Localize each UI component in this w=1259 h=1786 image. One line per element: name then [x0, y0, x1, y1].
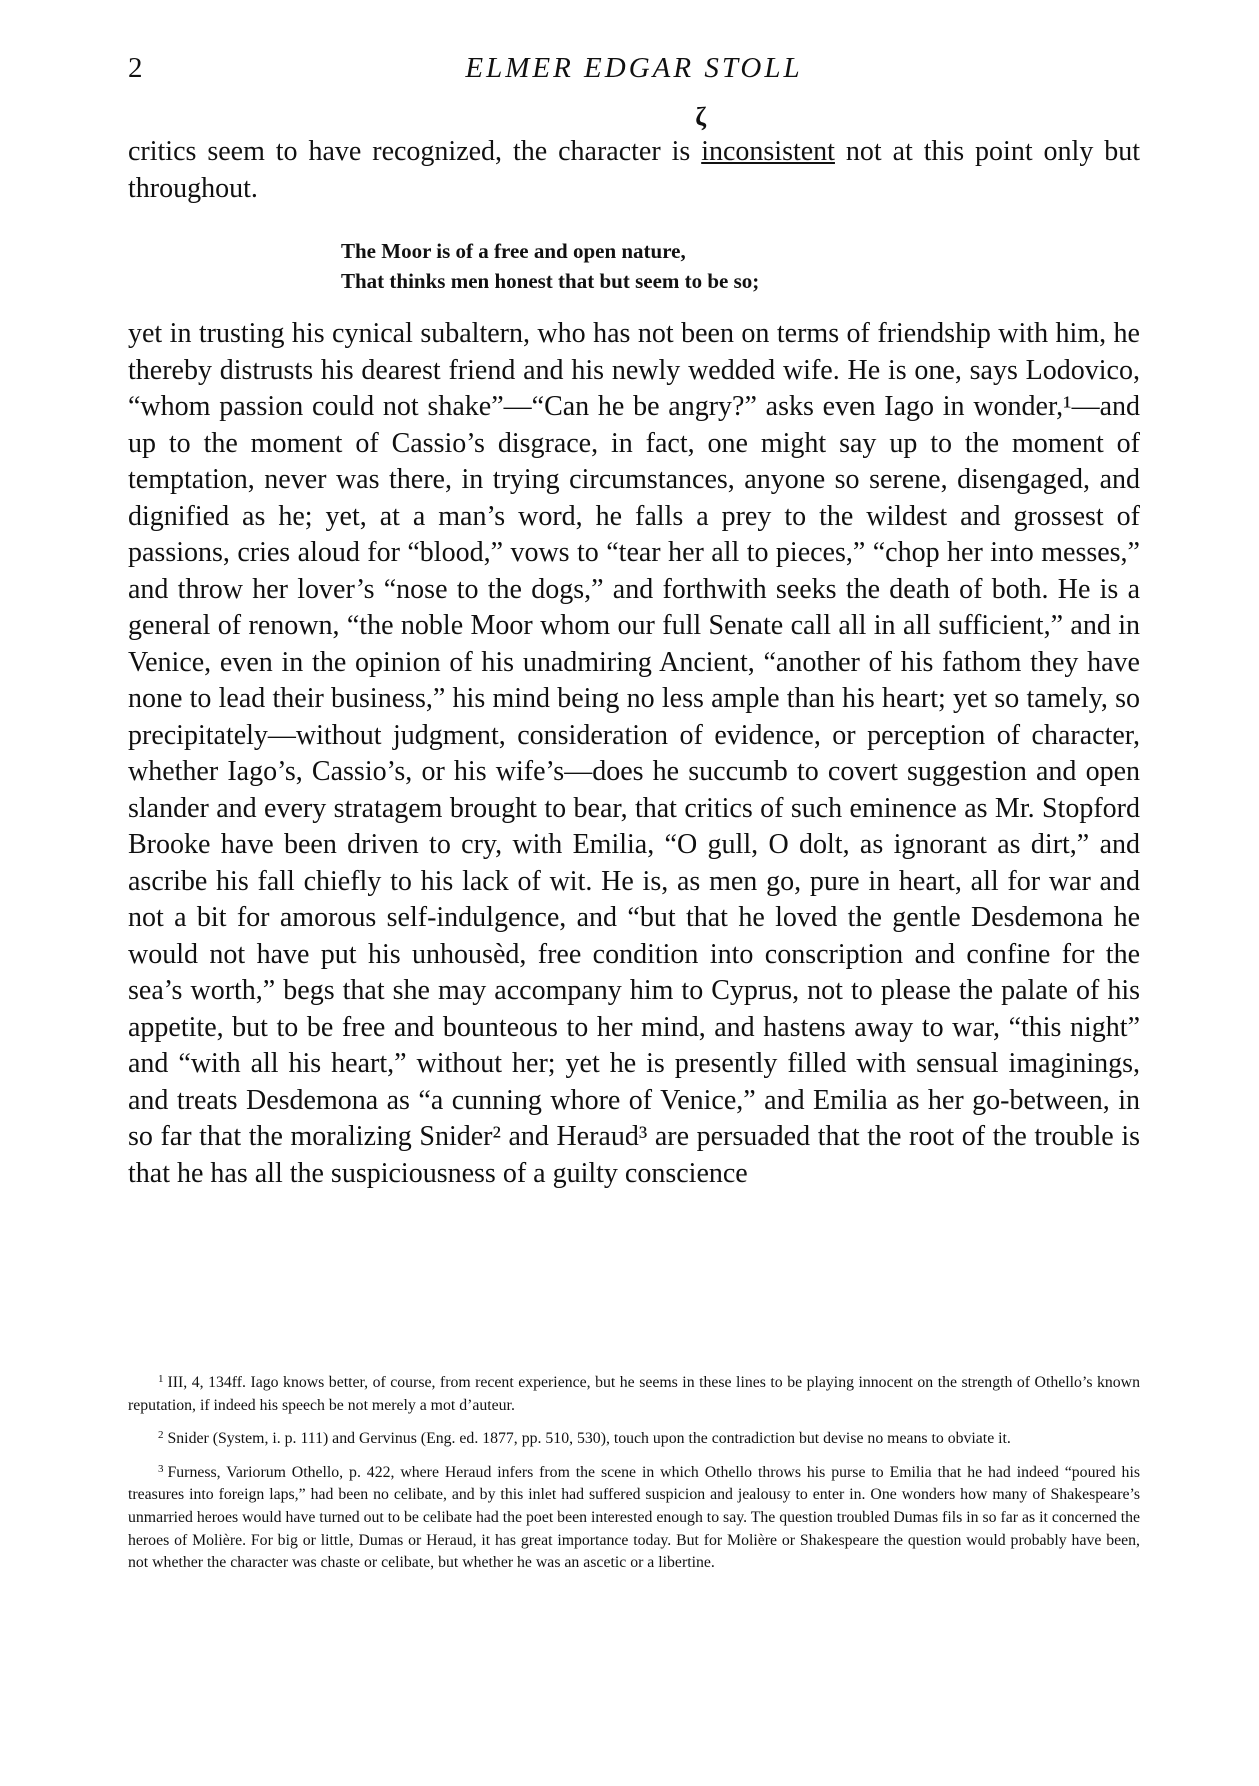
- verse-line: The Moor is of a free and open nature,: [341, 239, 686, 263]
- footnote-text: Furness, Variorum Othello, p. 422, where Heraud infers from the scene in which Othello throws his purse to Emilia that he had indeed “poured his treasures into foreign laps,” had been no celibate, and by this inlet had suffered suspicion and jealousy to enter in. One wonders how many of Shakespeare’s unmarried heroes would have turned out to be celibate had the poet been interested enough to say. The question troubled Dumas fils in so far as it concerned the heroes of Molière. For big or little, Dumas or Heraud, it has great importance today. But for Molière or Shakespeare the question would probably have been, not whether the character was chaste or celibate, but whether he was an ascetic or a libertine.: [128, 1463, 1140, 1572]
- footnote-mark: 3: [158, 1462, 164, 1475]
- running-head: [128, 52, 1140, 92]
- marked-word: inconsistent: [701, 136, 835, 167]
- opening-paragraph: [128, 102, 1141, 207]
- page-number: 2: [128, 52, 143, 84]
- opening-text-end: not at this point only but throughout.: [128, 136, 1141, 204]
- verse-quotation: [341, 236, 759, 296]
- marked-word-wrapper: [695, 102, 835, 167]
- proof-mark: ζ: [695, 102, 706, 131]
- footnote-mark: 1: [158, 1373, 164, 1385]
- footnote: [128, 1424, 1140, 1451]
- opening-text-start: critics seem to have recognized, the character is: [128, 136, 702, 167]
- running-title: ELMER EDGAR STOLL: [465, 52, 803, 84]
- footnote: [128, 1368, 1140, 1417]
- main-paragraph: yet in trusting his cynical subaltern, who has not been on terms of friendship with him, he thereby distrusts his dearest friend and his newly wedded wife. He is one, says Lodovico, “whom passion could not shake”—“Can he be angry?” asks even Iago in wonder,¹—and up to the moment of Cassio’s disgrace, in fact, one might say up to the moment of temptation, never was there, in trying circumstances, anyone so serene, disengaged, and dignified as he; yet, at a man’s word, he falls a prey to the wildest and grossest of passions, cries aloud for “blood,” vows to “tear her all to pieces,” “chop her into messes,” and throw her lover’s “nose to the dogs,” and forthwith seeks the death of both. He is a general of renown, “the noble Moor whom our full Senate call all in all sufficient,” and in Venice, even in the opinion of his unadmiring Ancient, “another of his fathom they have none to lead their business,” his mind being no less ample than his heart; yet so tamely, so precipitately—without judgment, consideration of evidence, or perception of character, whether Iago’s, Cassio’s, or his wife’s—does he succumb to covert suggestion and open slander and every stratagem brought to bear, that critics of such eminence as Mr. Stopford Brooke have been driven to cry, with Emilia, “O gull, O dolt, as ignorant as dirt,” and ascribe his fall chiefly to his lack of wit. He is, as men go, pure in heart, all for war and not a bit for amorous self-indulgence, and “but that he loved the gentle Desdemona he would not have put his unhousèd, free condition into conscription and confine for the sea’s worth,” begs that she may accompany him to Cyprus, not to please the palate of his appetite, but to be free and bounteous to her mind, and hastens away to war, “this night” and “with all his heart,” without her; yet he is presently filled with sensual imaginings, and treats Desdemona as “a cunning whore of Venice,” and Emilia as her go-between, in so far that the moralizing Snider² and Heraud³ are persuaded that the root of the trouble is that he has all the suspiciousness of a guilty conscience: [128, 318, 1140, 1189]
- footnote-text: III, 4, 134ff. Iago knows better, of course, from recent experience, but he seems in these lines to be playing innocent on the strength of Othello’s known reputation, if indeed his speech be not merely a mot d’auteur.: [128, 1374, 1140, 1414]
- footnote-text: Snider (System, i. p. 111) and Gervinus (Eng. ed. 1877, pp. 510, 530), touch upon the contradiction but devise no means to obviate it.: [167, 1430, 1011, 1448]
- verse-line: That thinks men honest that but seem to be so;: [341, 269, 760, 293]
- footnote-mark: 2: [158, 1429, 164, 1442]
- footnotes: [128, 1368, 1140, 1582]
- footnote: [128, 1458, 1140, 1575]
